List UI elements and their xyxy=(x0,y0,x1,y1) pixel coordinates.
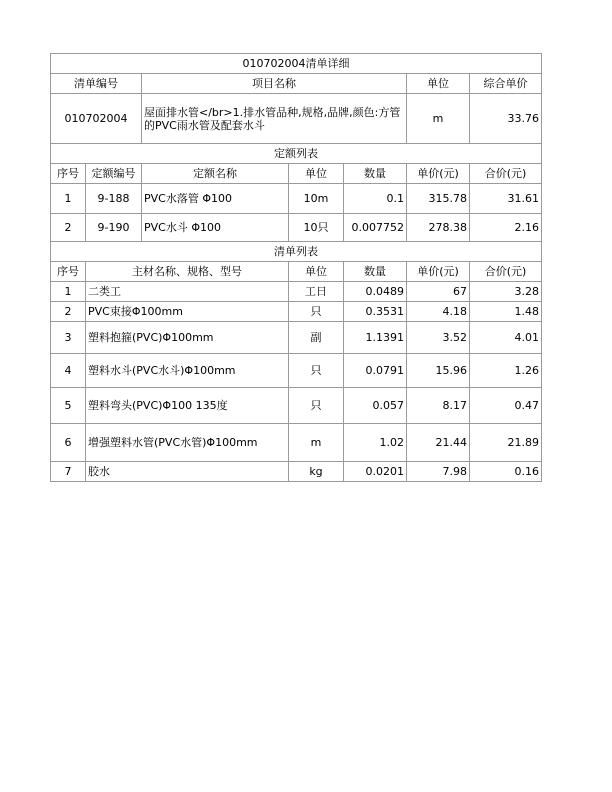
table-row xyxy=(51,462,542,482)
table-row xyxy=(51,424,542,462)
material-seq: 4 xyxy=(51,354,86,388)
material-name: 增强塑料水管(PVC水管)Φ100mm xyxy=(86,424,289,462)
quota-price: 278.38 xyxy=(407,214,470,242)
material-total: 21.89 xyxy=(470,424,542,462)
quota-col-name: 定额名称 xyxy=(142,164,289,184)
item-code: 010702004 xyxy=(51,94,142,144)
item-name: 屋面排水管</br>1.排水管品种,规格,品牌,颜色:方管的PVC雨水管及配套水斗 xyxy=(142,94,407,144)
table-row xyxy=(51,184,542,214)
material-unit: kg xyxy=(289,462,344,482)
material-price: 3.52 xyxy=(407,322,470,354)
material-unit: 只 xyxy=(289,302,344,322)
quota-total: 2.16 xyxy=(470,214,542,242)
material-total: 1.26 xyxy=(470,354,542,388)
material-price: 67 xyxy=(407,282,470,302)
header-unit: 单位 xyxy=(407,74,470,94)
material-qty: 1.02 xyxy=(344,424,407,462)
item-price: 33.76 xyxy=(470,94,542,144)
material-name: PVC束接Φ100mm xyxy=(86,302,289,322)
material-seq: 7 xyxy=(51,462,86,482)
item-unit: m xyxy=(407,94,470,144)
material-price: 4.18 xyxy=(407,302,470,322)
material-qty: 0.0489 xyxy=(344,282,407,302)
material-name: 胶水 xyxy=(86,462,289,482)
quota-qty: 0.007752 xyxy=(344,214,407,242)
header-price: 综合单价 xyxy=(470,74,542,94)
table-row xyxy=(51,214,542,242)
material-name: 塑料弯头(PVC)Φ100 135度 xyxy=(86,388,289,424)
quota-total: 31.61 xyxy=(470,184,542,214)
quota-col-code: 定额编号 xyxy=(86,164,142,184)
material-seq: 6 xyxy=(51,424,86,462)
material-qty: 0.0201 xyxy=(344,462,407,482)
materials-col-seq: 序号 xyxy=(51,262,86,282)
materials-col-qty: 数量 xyxy=(344,262,407,282)
material-total: 4.01 xyxy=(470,322,542,354)
quota-code: 9-190 xyxy=(86,214,142,242)
quota-col-unit: 单位 xyxy=(289,164,344,184)
material-qty: 1.1391 xyxy=(344,322,407,354)
quota-unit: 10只 xyxy=(289,214,344,242)
materials-col-name: 主材名称、规格、型号 xyxy=(86,262,289,282)
material-total: 3.28 xyxy=(470,282,542,302)
material-name: 二类工 xyxy=(86,282,289,302)
material-qty: 0.0791 xyxy=(344,354,407,388)
table-row xyxy=(51,302,542,322)
materials-col-unit: 单位 xyxy=(289,262,344,282)
material-unit: 副 xyxy=(289,322,344,354)
quota-col-qty: 数量 xyxy=(344,164,407,184)
quota-qty: 0.1 xyxy=(344,184,407,214)
quota-section-title: 定额列表 xyxy=(51,144,542,164)
material-unit: 只 xyxy=(289,388,344,424)
material-price: 15.96 xyxy=(407,354,470,388)
material-name: 塑料水斗(PVC水斗)Φ100mm xyxy=(86,354,289,388)
material-seq: 1 xyxy=(51,282,86,302)
material-total: 0.47 xyxy=(470,388,542,424)
material-unit: m xyxy=(289,424,344,462)
material-seq: 2 xyxy=(51,302,86,322)
material-unit: 工日 xyxy=(289,282,344,302)
quota-price: 315.78 xyxy=(407,184,470,214)
header-code: 清单编号 xyxy=(51,74,142,94)
material-seq: 3 xyxy=(51,322,86,354)
bill-detail-table xyxy=(50,53,542,482)
material-price: 7.98 xyxy=(407,462,470,482)
material-price: 21.44 xyxy=(407,424,470,462)
material-qty: 0.057 xyxy=(344,388,407,424)
quota-name: PVC水斗 Φ100 xyxy=(142,214,289,242)
materials-section-title: 清单列表 xyxy=(51,242,542,262)
material-unit: 只 xyxy=(289,354,344,388)
quota-seq: 2 xyxy=(51,214,86,242)
material-total: 1.48 xyxy=(470,302,542,322)
table-row xyxy=(51,388,542,424)
header-name: 项目名称 xyxy=(142,74,407,94)
material-price: 8.17 xyxy=(407,388,470,424)
material-total: 0.16 xyxy=(470,462,542,482)
table-title: 010702004清单详细 xyxy=(51,54,542,74)
material-qty: 0.3531 xyxy=(344,302,407,322)
quota-col-seq: 序号 xyxy=(51,164,86,184)
quota-col-price: 单价(元) xyxy=(407,164,470,184)
quota-seq: 1 xyxy=(51,184,86,214)
quota-col-total: 合价(元) xyxy=(470,164,542,184)
material-name: 塑料抱箍(PVC)Φ100mm xyxy=(86,322,289,354)
material-seq: 5 xyxy=(51,388,86,424)
quota-unit: 10m xyxy=(289,184,344,214)
table-row xyxy=(51,354,542,388)
quota-name: PVC水落管 Φ100 xyxy=(142,184,289,214)
table-row xyxy=(51,282,542,302)
materials-col-price: 单价(元) xyxy=(407,262,470,282)
materials-col-total: 合价(元) xyxy=(470,262,542,282)
quota-code: 9-188 xyxy=(86,184,142,214)
table-row xyxy=(51,322,542,354)
